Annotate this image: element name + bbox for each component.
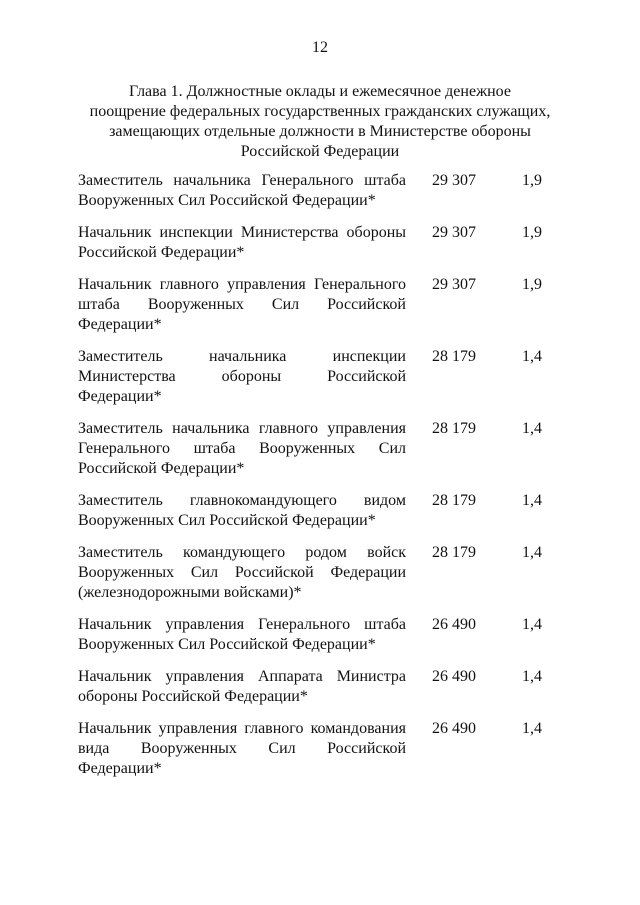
bonus-coefficient: 1,4 (522, 616, 542, 633)
bonus-coefficient: 1,4 (522, 720, 542, 737)
position-title: Начальник управления Аппарата Министра обороны Российской Федерации* (78, 668, 406, 705)
table-row (0, 347, 640, 407)
salary-value: 28 179 (432, 420, 476, 437)
bonus-coefficient: 1,4 (522, 492, 542, 509)
table-row (0, 275, 640, 335)
bonus-coefficient: 1,4 (522, 668, 542, 685)
bonus-coefficient: 1,9 (522, 224, 542, 241)
table-row (0, 223, 640, 263)
table-row (0, 667, 640, 707)
position-title: Начальник управления главного командования вида Вооруженных Сил Российской Федерации* (78, 720, 406, 777)
salary-value: 26 490 (432, 616, 476, 633)
heading-line: Глава 1. Должностные оклады и ежемесячное денежное (129, 83, 511, 100)
table-row (0, 719, 640, 779)
position-title: Начальник инспекции Министерства обороны Российской Федерации* (78, 224, 406, 261)
salary-value: 28 179 (432, 544, 476, 561)
bonus-coefficient: 1,4 (522, 544, 542, 561)
table-row (0, 491, 640, 531)
bonus-coefficient: 1,9 (522, 172, 542, 189)
position-title: Заместитель начальника главного управления Генерального штаба Вооруженных Сил Российской Федерации* (78, 420, 406, 477)
salary-value: 29 307 (432, 172, 476, 189)
position-title: Начальник управления Генерального штаба Вооруженных Сил Российской Федерации* (78, 616, 406, 653)
position-title: Заместитель командующего родом войск Вооруженных Сил Российской Федерации (железнодорожными войсками)* (78, 544, 406, 601)
salary-value: 28 179 (432, 348, 476, 365)
salary-value: 26 490 (432, 668, 476, 685)
salary-value: 26 490 (432, 720, 476, 737)
table-row (0, 171, 640, 211)
position-title: Начальник главного управления Генерального штаба Вооруженных Сил Российской Федерации* (78, 276, 406, 333)
table-row (0, 543, 640, 603)
table-row (0, 419, 640, 479)
bonus-coefficient: 1,4 (522, 420, 542, 437)
bonus-coefficient: 1,9 (522, 276, 542, 293)
positions-table (0, 171, 640, 791)
heading-line: поощрение федеральных государственных гражданских служащих, (89, 103, 551, 120)
table-row (0, 615, 640, 655)
chapter-heading (74, 82, 566, 162)
heading-line: замещающих отдельные должности в Министерстве обороны (109, 123, 531, 140)
salary-value: 28 179 (432, 492, 476, 509)
page-number: 12 (312, 39, 328, 56)
salary-value: 29 307 (432, 224, 476, 241)
salary-value: 29 307 (432, 276, 476, 293)
heading-line: Российской Федерации (240, 143, 400, 160)
position-title: Заместитель начальника Генерального штаба Вооруженных Сил Российской Федерации* (78, 172, 406, 209)
position-title: Заместитель начальника инспекции Министерства обороны Российской Федерации* (78, 348, 406, 405)
position-title: Заместитель главнокомандующего видом Вооруженных Сил Российской Федерации* (78, 492, 406, 529)
bonus-coefficient: 1,4 (522, 348, 542, 365)
